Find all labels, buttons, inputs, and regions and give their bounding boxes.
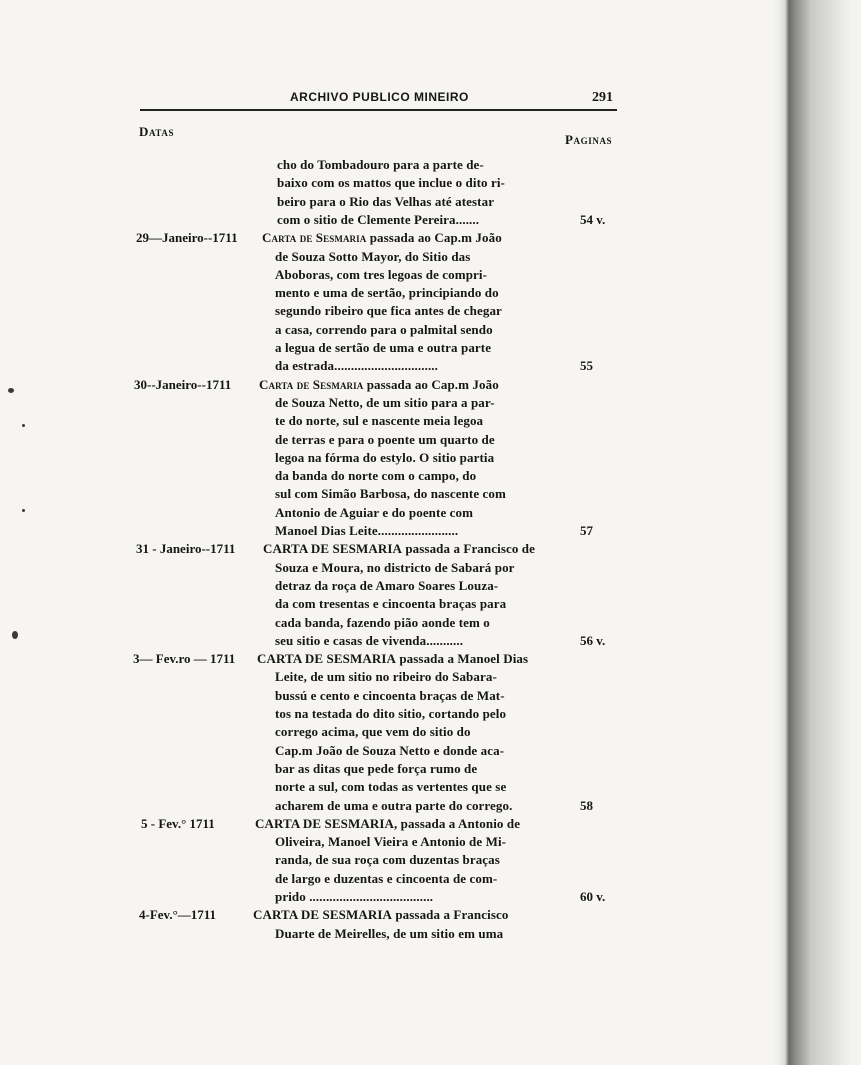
entry-line: passada a Francisco [391,907,509,923]
entry-line: legoa na fórma do estylo. O sitio partia [275,449,495,465]
entry-first-line [255,816,520,832]
entry-date: 4-Fev.°—1711 [139,907,217,923]
entry-first-line [262,230,502,246]
entry-first-line [257,651,528,667]
entry-first-line [253,907,508,923]
entry-line: seu sitio e casas de vivenda........... [275,632,464,648]
continuation-line: cho do Tombadouro para a parte de- [277,157,484,172]
entry-line: Oliveira, Manoel Vieira e Antonio de Mi- [275,834,507,850]
entry-line: te do norte, sul e nascente meia legoa [275,413,484,429]
entry-line: Leite, de um sitio no ribeiro do Sabara- [275,669,497,685]
entry-line: mento e uma de sertão, principiando do [275,285,499,301]
entry-line: passada ao Cap.m João [363,376,499,392]
entry-line: de Souza Netto, de um sitio para a par- [275,394,495,410]
entry-line: cada banda, fazendo pião aonde tem o [275,614,490,630]
document-type-label: CARTA DE SESMARIA [257,651,396,667]
entry-line: segundo ribeiro que fica antes de chegar [275,303,502,319]
page-reference: 56 v. [580,632,606,648]
entry-date: 31 - Janeiro--1711 [136,541,236,557]
entry-line: corrego acima, que vem do sitio do [275,724,471,740]
margin-speck [8,388,14,393]
header-title: ARCHIVO PUBLICO MINEIRO [290,90,469,104]
entry-line: Antonio de Aguiar e do poente com [275,504,474,520]
entry-line: tos na testada do dito sitio, cortando pelo [275,706,507,721]
header-rule [140,109,617,111]
entry-date: 29—Janeiro--1711 [136,230,238,246]
entry-line: passada a Francisco de [401,541,535,557]
entry-line: de terras e para o poente um quarto de [275,431,495,447]
entry-line: detraz da roça de Amaro Soares Louza- [275,577,499,593]
document-type-label: CARTA DE SESMARIA [263,541,402,557]
entry-line: da com tresentas e cincoenta braças para [275,596,507,612]
entry-line: Cap.m João de Souza Netto e donde aca- [275,742,505,758]
document-type-label: CARTA DE SESMARIA [253,907,392,923]
page-reference: 57 [580,523,593,538]
entry-line: passada a Antonio de [397,815,521,831]
entry-date: 3— Fev.ro — 1711 [133,651,236,667]
entry-line: passada ao Cap.m João [366,230,502,246]
document-type-label: Carta de Sesmaria [262,230,367,246]
page-binding-edge [771,0,861,1065]
page-reference: 54 v. [580,211,606,227]
entry-line: acharem de uma e outra parte do corrego. [275,797,513,813]
entry-line: Manoel Dias Leite........................ [275,523,459,538]
entry-first-line [263,541,535,557]
entry-line: da estrada............................... [275,358,438,374]
entry-line: de largo e duzentas e cincoenta de com- [275,870,498,886]
margin-speck [22,424,25,427]
page-reference: 55 [580,358,593,374]
entry-line: Duarte de Meirelles, de um sitio em uma [275,925,504,941]
entry-date: 30--Janeiro--1711 [134,376,232,392]
continuation-line: com o sitio de Clemente Pereira....... [277,211,480,227]
entry-line: Souza e Moura, no districto de Sabará por [275,559,515,575]
document-type-label: CARTA DE SESMARIA, [255,815,398,831]
entry-line: de Souza Sotto Mayor, do Sitio das [275,248,471,264]
entry-line: sul com Simão Barbosa, do nascente com [275,486,506,502]
running-header [140,90,617,114]
entry-line: randa, de sua roça com duzentas braças [275,852,500,868]
entry-line: a casa, correndo para o palmital sendo [275,321,493,337]
continuation-line: beiro para o Rio das Velhas até atestar [277,193,495,209]
entry-line: da banda do norte com o campo, do [275,468,477,484]
page-reference: 60 v. [580,889,606,904]
entry-date: 5 - Fev.° 1711 [141,815,215,831]
entry-line: bussú e cento e cincoenta braças de Mat- [275,687,505,703]
document-type-label: Carta de Sesmaria [259,376,364,392]
entry-line: Aboboras, com tres legoas de compri- [275,266,488,282]
page-number: 291 [592,90,613,105]
dates-column-heading: Datas [139,124,175,139]
entry-line: prido ..................................... [275,889,434,904]
entry-line: passada a Manoel Dias [395,651,529,667]
continuation-line: baixo com os mattos que inclue o dito ri- [277,175,505,191]
page-reference: 58 [580,797,593,813]
entry-line: bar as ditas que pede força rumo de [275,760,478,776]
pages-column-heading: Paginas [565,132,613,147]
entry-line: a legua de sertão de uma e outra parte [275,340,492,355]
margin-speck [22,509,25,512]
entry-first-line [259,377,499,393]
entry-line: norte a sul, com todas as vertentes que se [275,779,507,795]
margin-speck [12,631,18,639]
